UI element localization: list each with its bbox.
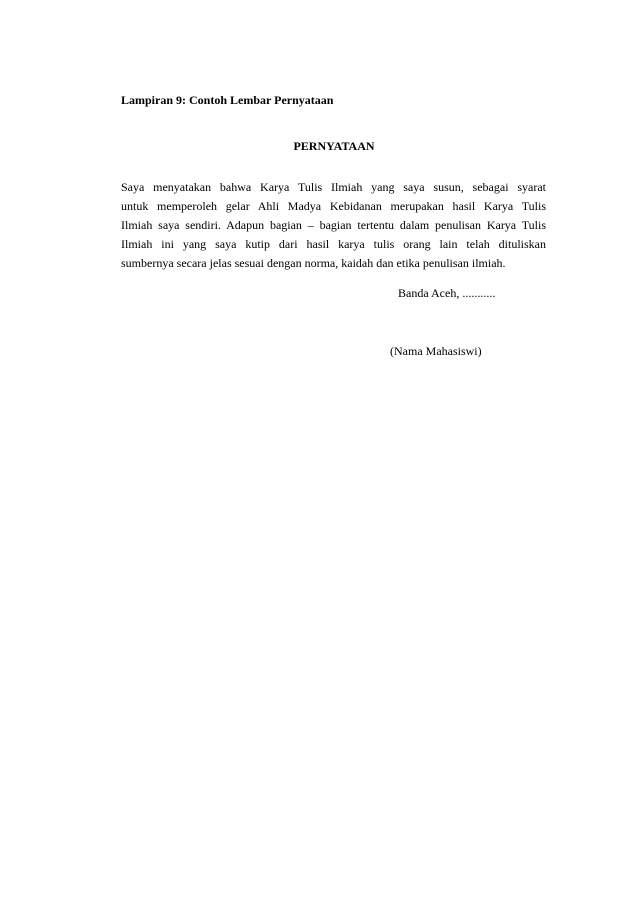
statement-body-line: Ilmiah ini yang saya kutip dari hasil karya tulis orang lain telah dituliskan: [121, 237, 546, 251]
place-date-line: Banda Aceh, ...........: [398, 286, 496, 300]
appendix-heading: Lampiran 9: Contoh Lembar Pernyataan: [121, 93, 334, 107]
statement-body: [121, 178, 546, 273]
statement-title-text: PERNYATAAN: [293, 139, 375, 153]
statement-body-line: untuk memperoleh gelar Ahli Madya Kebidanan merupakan hasil Karya Tulis: [121, 199, 546, 213]
statement-body-line: Ilmiah saya sendiri. Adapun bagian – bagian tertentu dalam penulisan Karya Tulis: [121, 218, 546, 232]
statement-body-line: sumbernya secara jelas sesuai dengan norma, kaidah dan etika penulisan ilmiah.: [121, 256, 506, 270]
signature-name: (Nama Mahasiswi): [390, 344, 482, 358]
statement-body-line: Saya menyatakan bahwa Karya Tulis Ilmiah yang saya susun, sebagai syarat: [121, 180, 546, 194]
statement-title: [0, 137, 638, 155]
